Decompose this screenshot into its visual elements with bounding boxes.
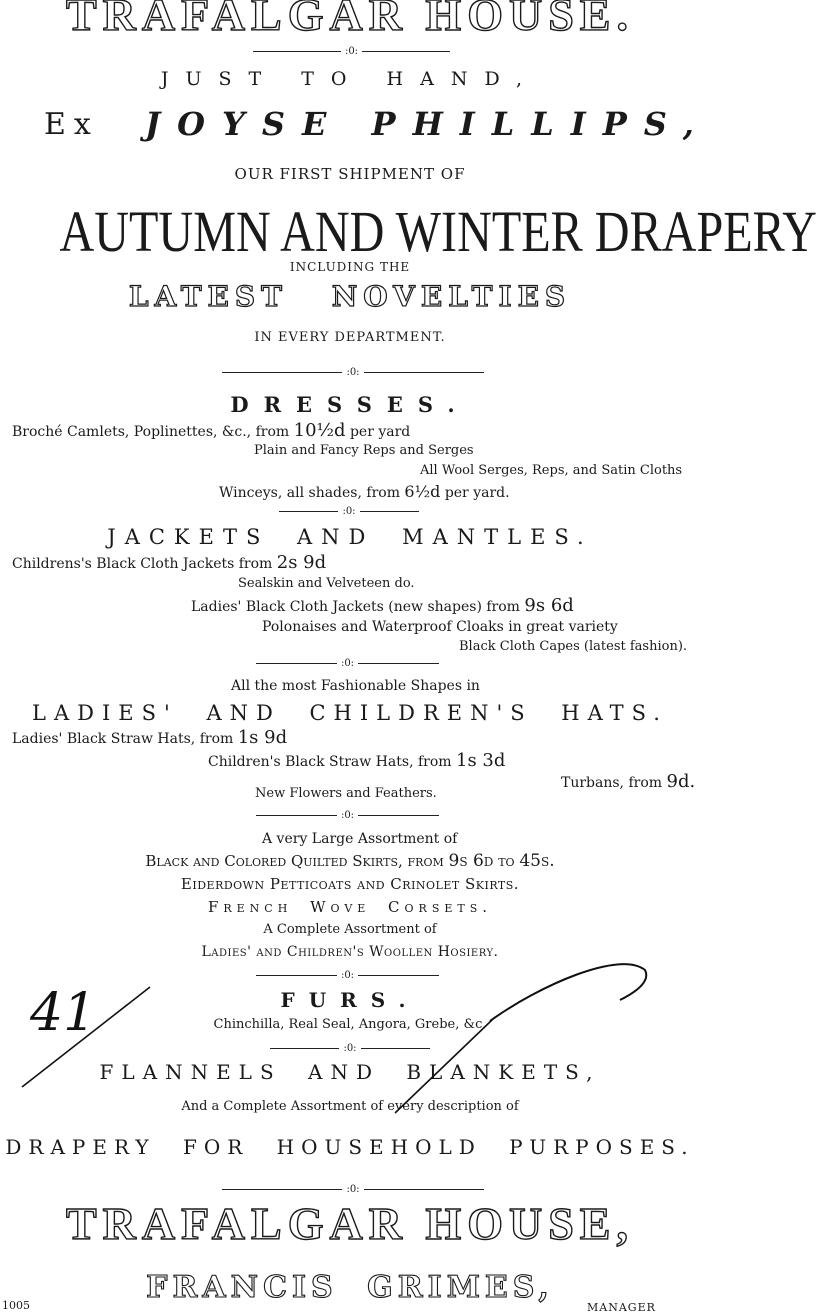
jackets-line-1: Childrens's Black Cloth Jackets from 2s 9d bbox=[12, 552, 327, 573]
ship-name: JOYSE PHILLIPS, bbox=[145, 105, 711, 143]
jackets-line-2: Sealskin and Velveteen do. bbox=[238, 576, 415, 591]
hats-line-1: Ladies' Black Straw Hats, from 1s 9d bbox=[12, 727, 288, 748]
hats-line-4: New Flowers and Feathers. bbox=[255, 786, 437, 801]
just-to-hand: JUST TO HAND, bbox=[160, 68, 540, 90]
separator: :0: bbox=[270, 1043, 430, 1054]
including-the: INCLUDING THE bbox=[289, 260, 411, 274]
dresses-heading: DRESSES. bbox=[230, 392, 470, 417]
household-purposes: DRAPERY FOR HOUSEHOLD PURPOSES. bbox=[5, 1135, 695, 1159]
every-department: IN EVERY DEPARTMENT. bbox=[254, 330, 446, 345]
separator: :0: bbox=[222, 1184, 484, 1195]
dresses-line-4: Winceys, all shades, from 6½d per yard. bbox=[219, 482, 510, 501]
separator: :0: bbox=[253, 46, 450, 57]
jackets-line-4: Polonaises and Waterproof Cloaks in great variety bbox=[262, 619, 618, 635]
drapery-headline: AUTUMN AND WINTER DRAPERY bbox=[59, 199, 817, 264]
separator: :0: bbox=[256, 658, 439, 669]
jackets-heading: JACKETS AND MANTLES. bbox=[107, 525, 593, 549]
first-shipment: OUR FIRST SHIPMENT OF bbox=[234, 165, 466, 183]
separator: :0: bbox=[256, 810, 439, 821]
furs-heading: FURS. bbox=[280, 988, 420, 1012]
jackets-line-3: Ladies' Black Cloth Jackets (new shapes) from 9s 6d bbox=[191, 595, 574, 616]
francis-grimes: FRANCIS GRIMES, bbox=[146, 1270, 554, 1305]
hats-intro: All the most Fashionable Shapes in bbox=[231, 678, 480, 694]
handwritten-number: 41 bbox=[30, 983, 97, 1043]
furs-line: Chinchilla, Real Seal, Angora, Grebe, &c. bbox=[213, 1017, 487, 1032]
hats-line-3: Turbans, from 9d. bbox=[561, 771, 696, 792]
flannels-line: And a Complete Assortment of every description of bbox=[181, 1099, 519, 1114]
footer-trafalgar-house: TRAFALGAR HOUSE, bbox=[66, 1198, 634, 1249]
dresses-line-3: All Wool Serges, Reps, and Satin Cloths bbox=[420, 463, 683, 478]
ex-word: Ex bbox=[44, 107, 99, 142]
quilted-skirts: Black and Colored Quilted Skirts, from 9s 6d to 45s. bbox=[145, 851, 555, 871]
hats-line-2: Children's Black Straw Hats, from 1s 3d bbox=[208, 750, 506, 771]
separator: :0: bbox=[256, 970, 439, 981]
french-corsets: French Wove Corsets. bbox=[207, 898, 493, 916]
dresses-line-1: Broché Camlets, Poplinettes, &c., from 10½d per yard bbox=[12, 420, 411, 441]
jackets-line-5: Black Cloth Capes (latest fashion). bbox=[459, 639, 688, 654]
complete-assortment: A Complete Assortment of bbox=[263, 922, 437, 937]
woollen-hosiery: Ladies' and Children's Woollen Hosiery. bbox=[201, 944, 499, 960]
eiderdown-petticoats: Eiderdown Petticoats and Crinolet Skirts. bbox=[180, 875, 520, 893]
skirts-intro: A very Large Assortment of bbox=[262, 831, 458, 847]
dresses-line-2: Plain and Fancy Reps and Serges bbox=[254, 443, 474, 458]
latest-novelties: LATEST NOVELTIES bbox=[128, 280, 572, 313]
separator: :0: bbox=[279, 506, 419, 517]
hats-heading: LADIES' AND CHILDREN'S HATS. bbox=[32, 701, 668, 725]
reference-number: 1005 bbox=[2, 1299, 30, 1312]
title-trafalgar-house: TRAFALGAR HOUSE. bbox=[66, 0, 634, 40]
manager-label: MANAGER bbox=[587, 1301, 656, 1314]
separator: :0: bbox=[222, 367, 484, 378]
flannels-heading: FLANNELS AND BLANKETS, bbox=[99, 1060, 601, 1084]
